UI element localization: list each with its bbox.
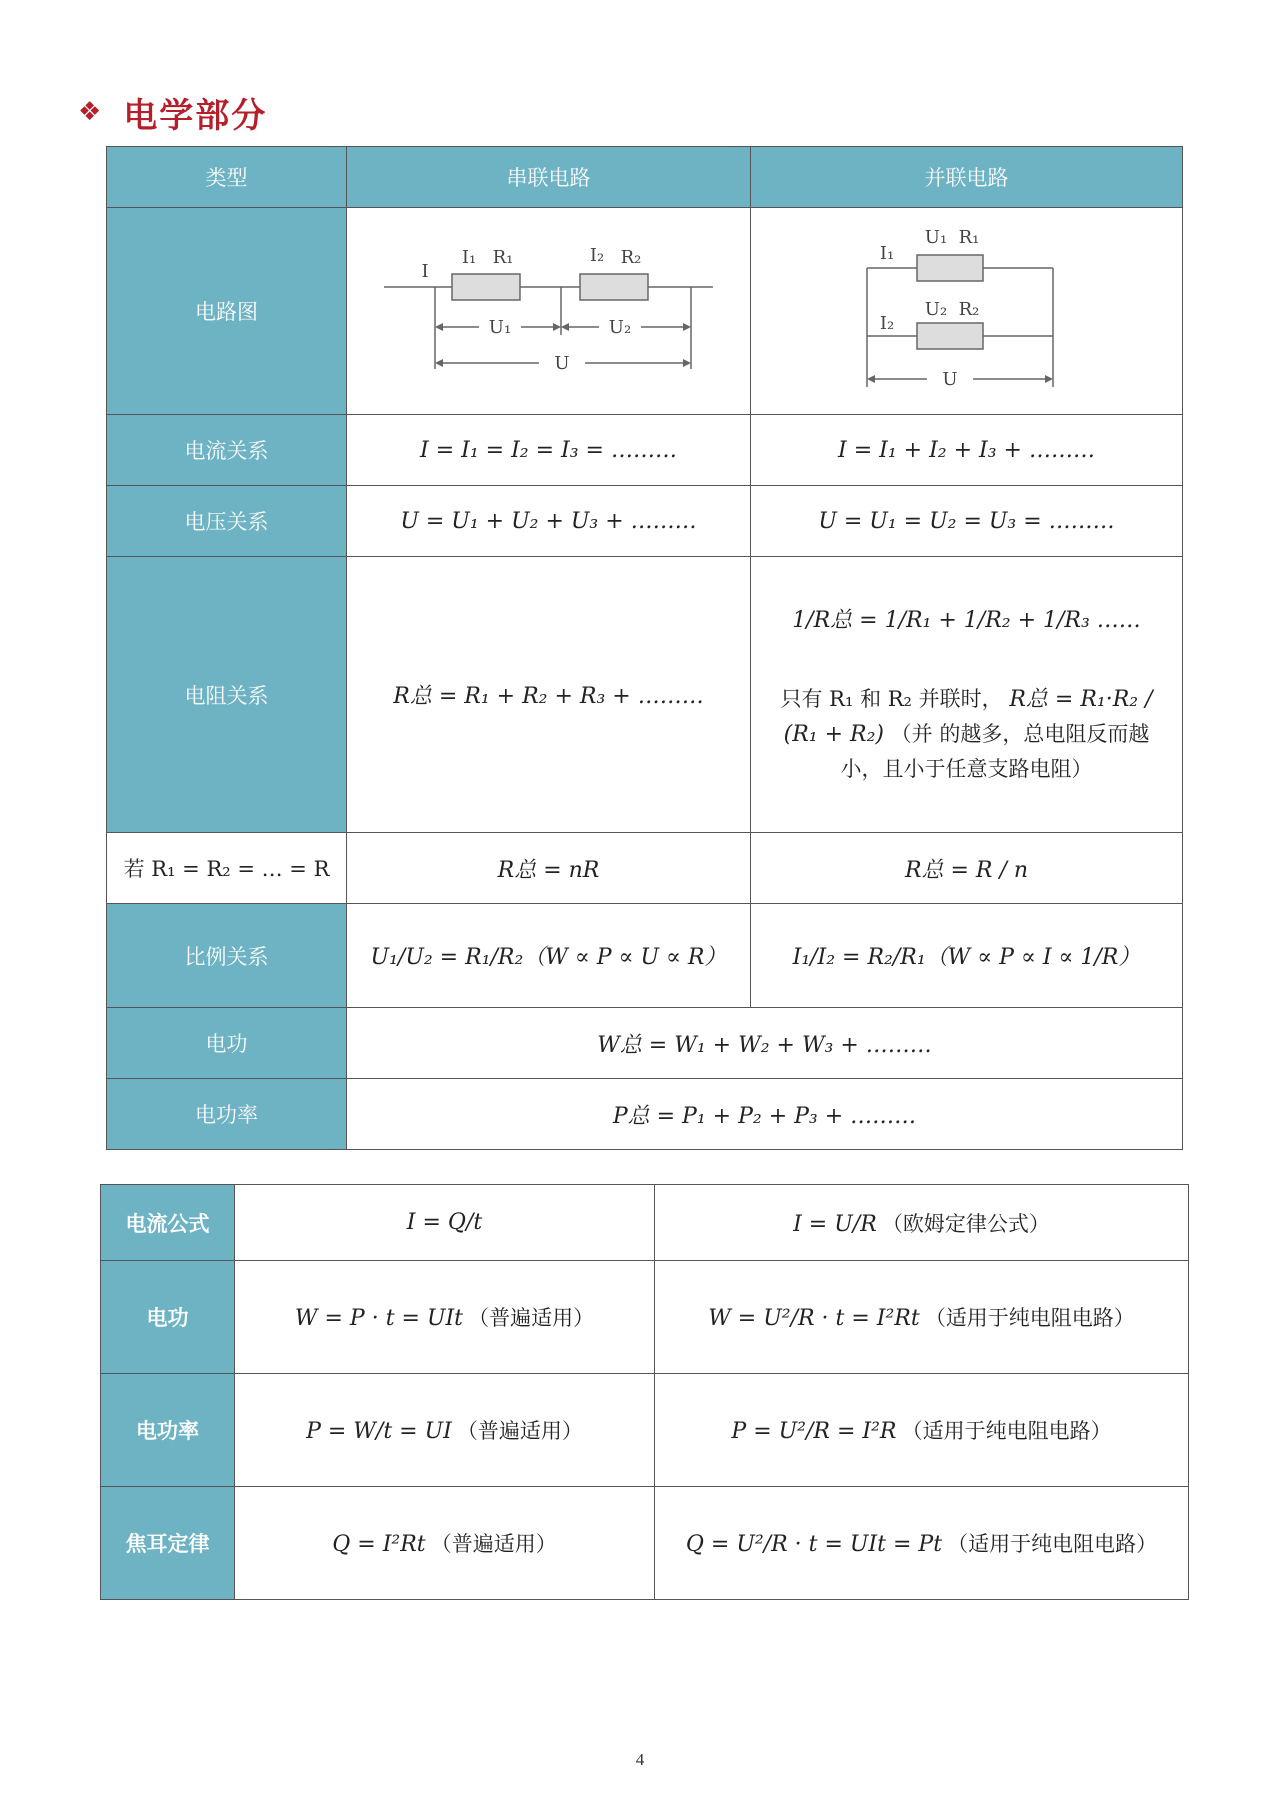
series-current-formula: I = I₁ = I₂ = I₃ = ……… <box>347 415 751 486</box>
label-I2: I₂ <box>589 245 604 266</box>
circuit-comparison-table <box>106 146 1183 1150</box>
page-number: 4 <box>635 1750 645 1769</box>
power-resistive-formula: P = U²/R = I²R <box>731 1419 897 1444</box>
row-label-current: 电流关系 <box>107 415 347 486</box>
label-U1: U₁ <box>488 317 511 338</box>
joule-general-formula: Q = I²Rt <box>332 1532 426 1557</box>
label-U2: U₂ <box>608 317 631 338</box>
label-I1: I₁ <box>461 247 476 268</box>
label-par-R2: R₂ <box>958 299 979 320</box>
row-label-power: 电功率 <box>107 1079 347 1150</box>
series-equal-formula: R总 = nR <box>347 833 751 904</box>
joule-resistive-note: （适用于纯电阻电路） <box>947 1532 1158 1556</box>
note-formula: R总 = R₁·R₂ / (R₁ + R₂) <box>783 687 1153 747</box>
parallel-voltage-formula: U = U₁ = U₂ = U₃ = ……… <box>751 486 1183 557</box>
parallel-equal-formula: R总 = R / n <box>751 833 1183 904</box>
row-label-work-formula: 电功 <box>101 1261 235 1374</box>
parallel-ratio-formula: I₁/I₂ = R₂/R₁（W ∝ P ∝ I ∝ 1/R） <box>751 904 1183 1008</box>
work-general-formula: W = P · t = UIt <box>294 1306 464 1331</box>
parallel-circuit-svg <box>857 219 1077 399</box>
series-resistance-formula: R总 = R₁ + R₂ + R₃ + ……… <box>347 557 751 833</box>
power-general-formula: P = W/t = UI <box>306 1419 452 1444</box>
label-par-R1: R₁ <box>958 227 979 248</box>
label-I: I <box>420 261 429 282</box>
label-par-I2: I₂ <box>879 313 894 334</box>
row-label-circuit: 电路图 <box>107 208 347 415</box>
current-definition-formula: I = Q/t <box>235 1185 655 1261</box>
work-general-cell <box>235 1261 655 1374</box>
parallel-current-formula: I = I₁ + I₂ + I₃ + ……… <box>751 415 1183 486</box>
label-par-U1: U₁ <box>924 227 947 248</box>
section-title: 电学部分 <box>123 95 268 136</box>
row-label-current-formula: 电流公式 <box>101 1185 235 1261</box>
diamond-bullet-icon: ❖ <box>78 97 102 127</box>
total-work-formula: W总 = W₁ + W₂ + W₃ + ……… <box>347 1008 1183 1079</box>
row-label-power-formula: 电功率 <box>101 1374 235 1487</box>
joule-general-cell <box>235 1487 655 1600</box>
series-circuit-diagram <box>347 208 751 415</box>
series-voltage-formula: U = U₁ + U₂ + U₃ + ……… <box>347 486 751 557</box>
total-power-formula: P总 = P₁ + P₂ + P₃ + ……… <box>347 1079 1183 1150</box>
formula-table <box>100 1184 1189 1600</box>
label-U: U <box>553 353 570 374</box>
label-par-U2: U₂ <box>924 299 947 320</box>
row-label-joule-law: 焦耳定律 <box>101 1487 235 1600</box>
power-general-cell <box>235 1374 655 1487</box>
label-par-U: U <box>941 369 958 390</box>
row-label-ratio: 比例关系 <box>107 904 347 1008</box>
ohm-law-formula: I = U/R <box>793 1211 877 1237</box>
power-resistive-cell <box>655 1374 1189 1487</box>
ohm-law-cell <box>655 1185 1189 1261</box>
work-resistive-cell <box>655 1261 1189 1374</box>
joule-resistive-formula: Q = U²/R · t = UIt = Pt <box>685 1532 943 1557</box>
header-series: 串联电路 <box>347 147 751 208</box>
parallel-circuit-diagram <box>751 208 1183 415</box>
parallel-resistance-note <box>751 682 1182 786</box>
row-label-voltage: 电压关系 <box>107 486 347 557</box>
joule-general-note: （普遍适用） <box>430 1532 557 1556</box>
row-label-resistance: 电阻关系 <box>107 557 347 833</box>
header-parallel: 并联电路 <box>751 147 1183 208</box>
series-circuit-svg <box>379 229 719 389</box>
joule-resistive-cell <box>655 1487 1189 1600</box>
ohm-law-note: （欧姆定律公式） <box>881 1211 1050 1236</box>
power-resistive-note: （适用于纯电阻电路） <box>901 1419 1112 1443</box>
row-label-work: 电功 <box>107 1008 347 1079</box>
parallel-resistance-formula: 1/R总 = 1/R₁ + 1/R₂ + 1/R₃ …… <box>792 608 1141 633</box>
section-heading <box>78 88 267 136</box>
label-R1: R₁ <box>492 247 513 268</box>
note-suffix: （并 <box>890 722 933 746</box>
work-resistive-formula: W = U²/R · t = I²Rt <box>708 1306 920 1331</box>
row-label-equal-resistors: 若 R₁ = R₂ = … = R <box>107 833 347 904</box>
header-type: 类型 <box>107 147 347 208</box>
parallel-resistance-cell <box>751 557 1183 833</box>
note-rest: 的越多，总电阻反而越小，且小于任意支路电阻） <box>840 722 1150 781</box>
label-par-I1: I₁ <box>879 243 894 264</box>
work-general-note: （普遍适用） <box>468 1306 595 1330</box>
series-ratio-formula: U₁/U₂ = R₁/R₂（W ∝ P ∝ U ∝ R） <box>347 904 751 1008</box>
label-R2: R₂ <box>620 247 641 268</box>
note-prefix: 只有 R₁ 和 R₂ 并联时， <box>780 687 1003 711</box>
power-general-note: （普遍适用） <box>456 1419 583 1443</box>
work-resistive-note: （适用于纯电阻电路） <box>924 1306 1135 1330</box>
